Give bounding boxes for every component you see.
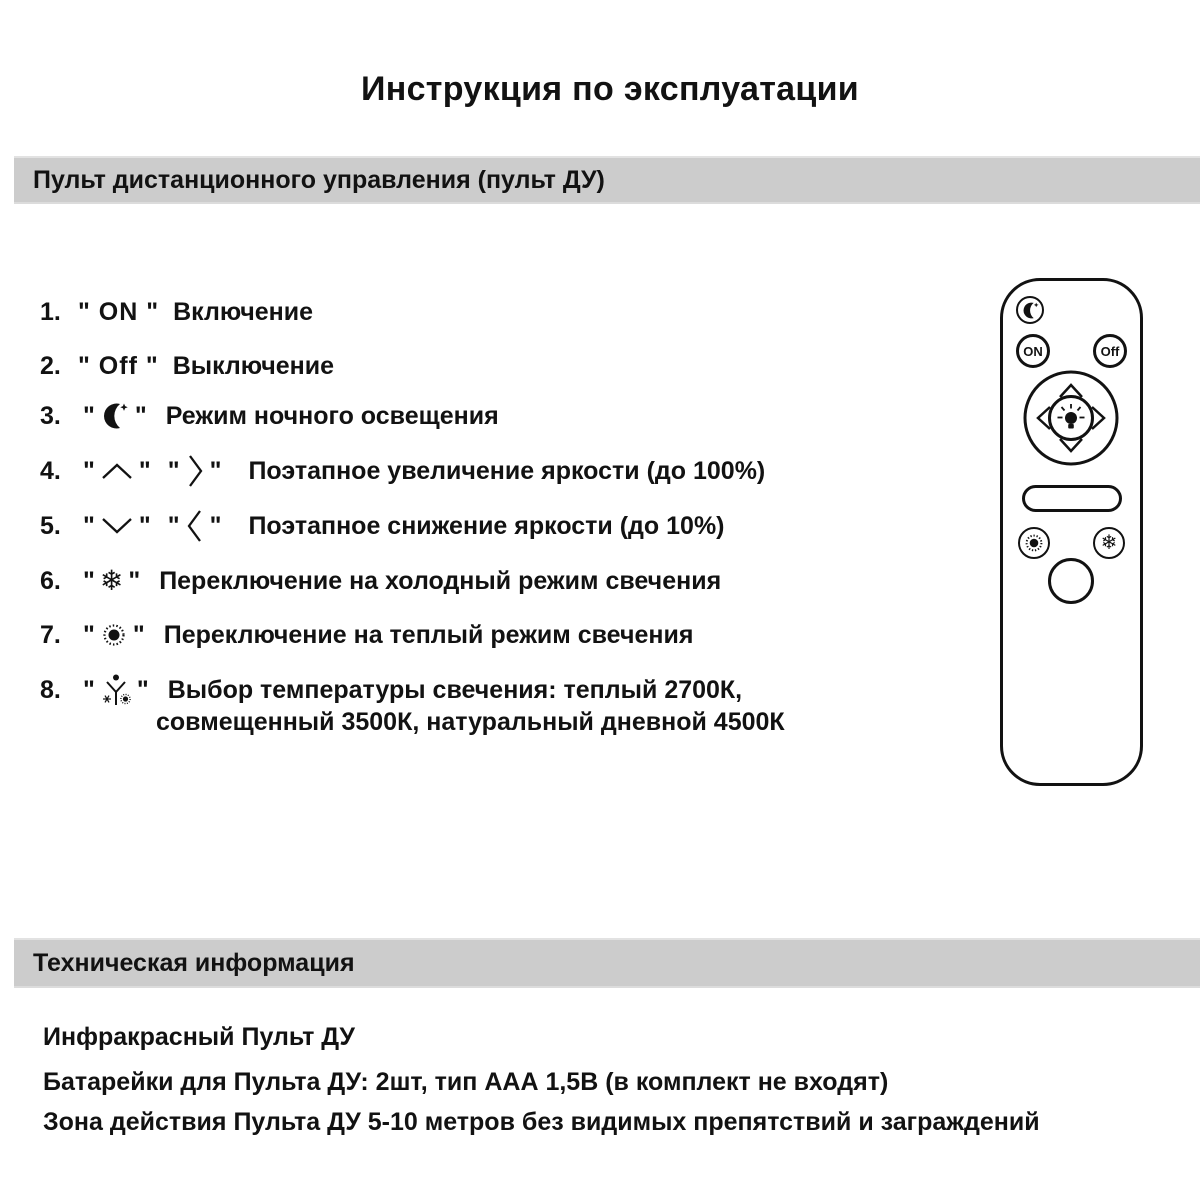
instruction-item-on: [40, 294, 313, 330]
brightness-dpad: [1022, 369, 1120, 467]
item-number: 6.: [40, 566, 61, 595]
quote-mark: ": [83, 620, 95, 649]
quote-mark: ": [138, 511, 151, 540]
item-number: 2.: [40, 351, 61, 380]
quote-mark: ": [128, 566, 141, 595]
item-number: 8.: [40, 675, 61, 704]
cold-mode-button: [1093, 527, 1125, 559]
quote-mark: ": [209, 456, 222, 485]
crescent-moon-icon: [1021, 301, 1040, 320]
section-heading-remote: [14, 156, 1200, 204]
night-mode-button: [1016, 296, 1044, 324]
chevron-left-icon: [185, 508, 205, 544]
pill-button: [1022, 485, 1122, 512]
quote-mark: ": [167, 511, 180, 540]
snowflake-icon: ❄: [99, 565, 124, 596]
quote-mark: ": [83, 511, 95, 540]
off-symbol: " Off ": [78, 351, 159, 380]
item-label: Переключение на холодный режим свечения: [159, 566, 722, 595]
item-label: Поэтапное снижение яркости (до 10%): [248, 511, 725, 540]
section-heading-remote-label: Пульт дистанционного управления (пульт ДУ): [33, 165, 605, 194]
quote-mark: ": [138, 456, 151, 485]
chevron-up-icon: [100, 461, 134, 481]
quote-mark: ": [83, 675, 95, 704]
quote-mark: ": [132, 620, 145, 649]
item-label: Режим ночного освещения: [165, 401, 499, 430]
item-label: Включение: [173, 297, 314, 326]
quote-mark: ": [83, 456, 95, 485]
item-number: 5.: [40, 511, 61, 540]
tech-info-line-ir-remote: Инфракрасный Пульт ДУ: [43, 1023, 355, 1051]
quote-mark: ": [136, 675, 149, 704]
crescent-moon-icon: [100, 401, 130, 431]
quote-mark: ": [83, 401, 95, 430]
snowflake-icon: ❄: [1100, 532, 1118, 554]
section-heading-tech-label: Техническая информация: [33, 948, 355, 977]
color-temperature-selector-icon: [100, 672, 132, 708]
page-title: Инструкция по эксплуатации: [361, 70, 859, 108]
warm-mode-button: [1018, 527, 1050, 559]
quote-mark: ": [83, 566, 95, 595]
item-number: 4.: [40, 456, 61, 485]
item-number: 3.: [40, 401, 61, 430]
item-number: 7.: [40, 620, 61, 649]
item-label: Выключение: [172, 351, 334, 380]
sun-icon: [1023, 532, 1045, 554]
quote-mark: ": [209, 511, 222, 540]
item-label: Выбор температуры свечения: теплый 2700К,: [167, 675, 743, 704]
quote-mark: ": [134, 401, 147, 430]
instruction-item-night-mode: [40, 398, 499, 434]
quote-mark: ": [167, 456, 180, 485]
instruction-item-color-temperature: [40, 672, 742, 708]
instruction-item-brightness-down: [40, 508, 725, 544]
chevron-right-icon: [185, 453, 205, 489]
item-number: 1.: [40, 297, 61, 326]
off-button-label: Off: [1100, 343, 1120, 359]
sun-icon: [100, 621, 128, 649]
item-label: Поэтапное увеличение яркости (до 100%): [248, 456, 766, 485]
on-button-label: ON: [1023, 343, 1043, 359]
tech-info-line-batteries: Батарейки для Пульта ДУ: 2шт, тип ААА 1,5В (в комплект не входят): [43, 1068, 889, 1096]
remote-control-illustration: [1000, 278, 1143, 786]
chevron-down-icon: [100, 516, 134, 536]
off-button: [1093, 334, 1127, 368]
instruction-item-off: [40, 348, 334, 384]
section-heading-tech: [14, 938, 1200, 988]
item-label: Переключение на теплый режим свечения: [163, 620, 694, 649]
item-label-continuation: совмещенный 3500К, натуральный дневной 4500К: [156, 707, 785, 736]
on-button: [1016, 334, 1050, 368]
round-button: [1048, 558, 1094, 604]
instruction-item-cold-mode: [40, 563, 721, 599]
light-bulb-icon: [1058, 404, 1085, 429]
tech-info-line-range: Зона действия Пульта ДУ 5-10 метров без видимых препятствий и заграждений: [43, 1108, 1040, 1136]
on-symbol: " ON ": [78, 297, 160, 326]
instruction-item-brightness-up: [40, 453, 765, 489]
instruction-item-warm-mode: [40, 617, 693, 653]
